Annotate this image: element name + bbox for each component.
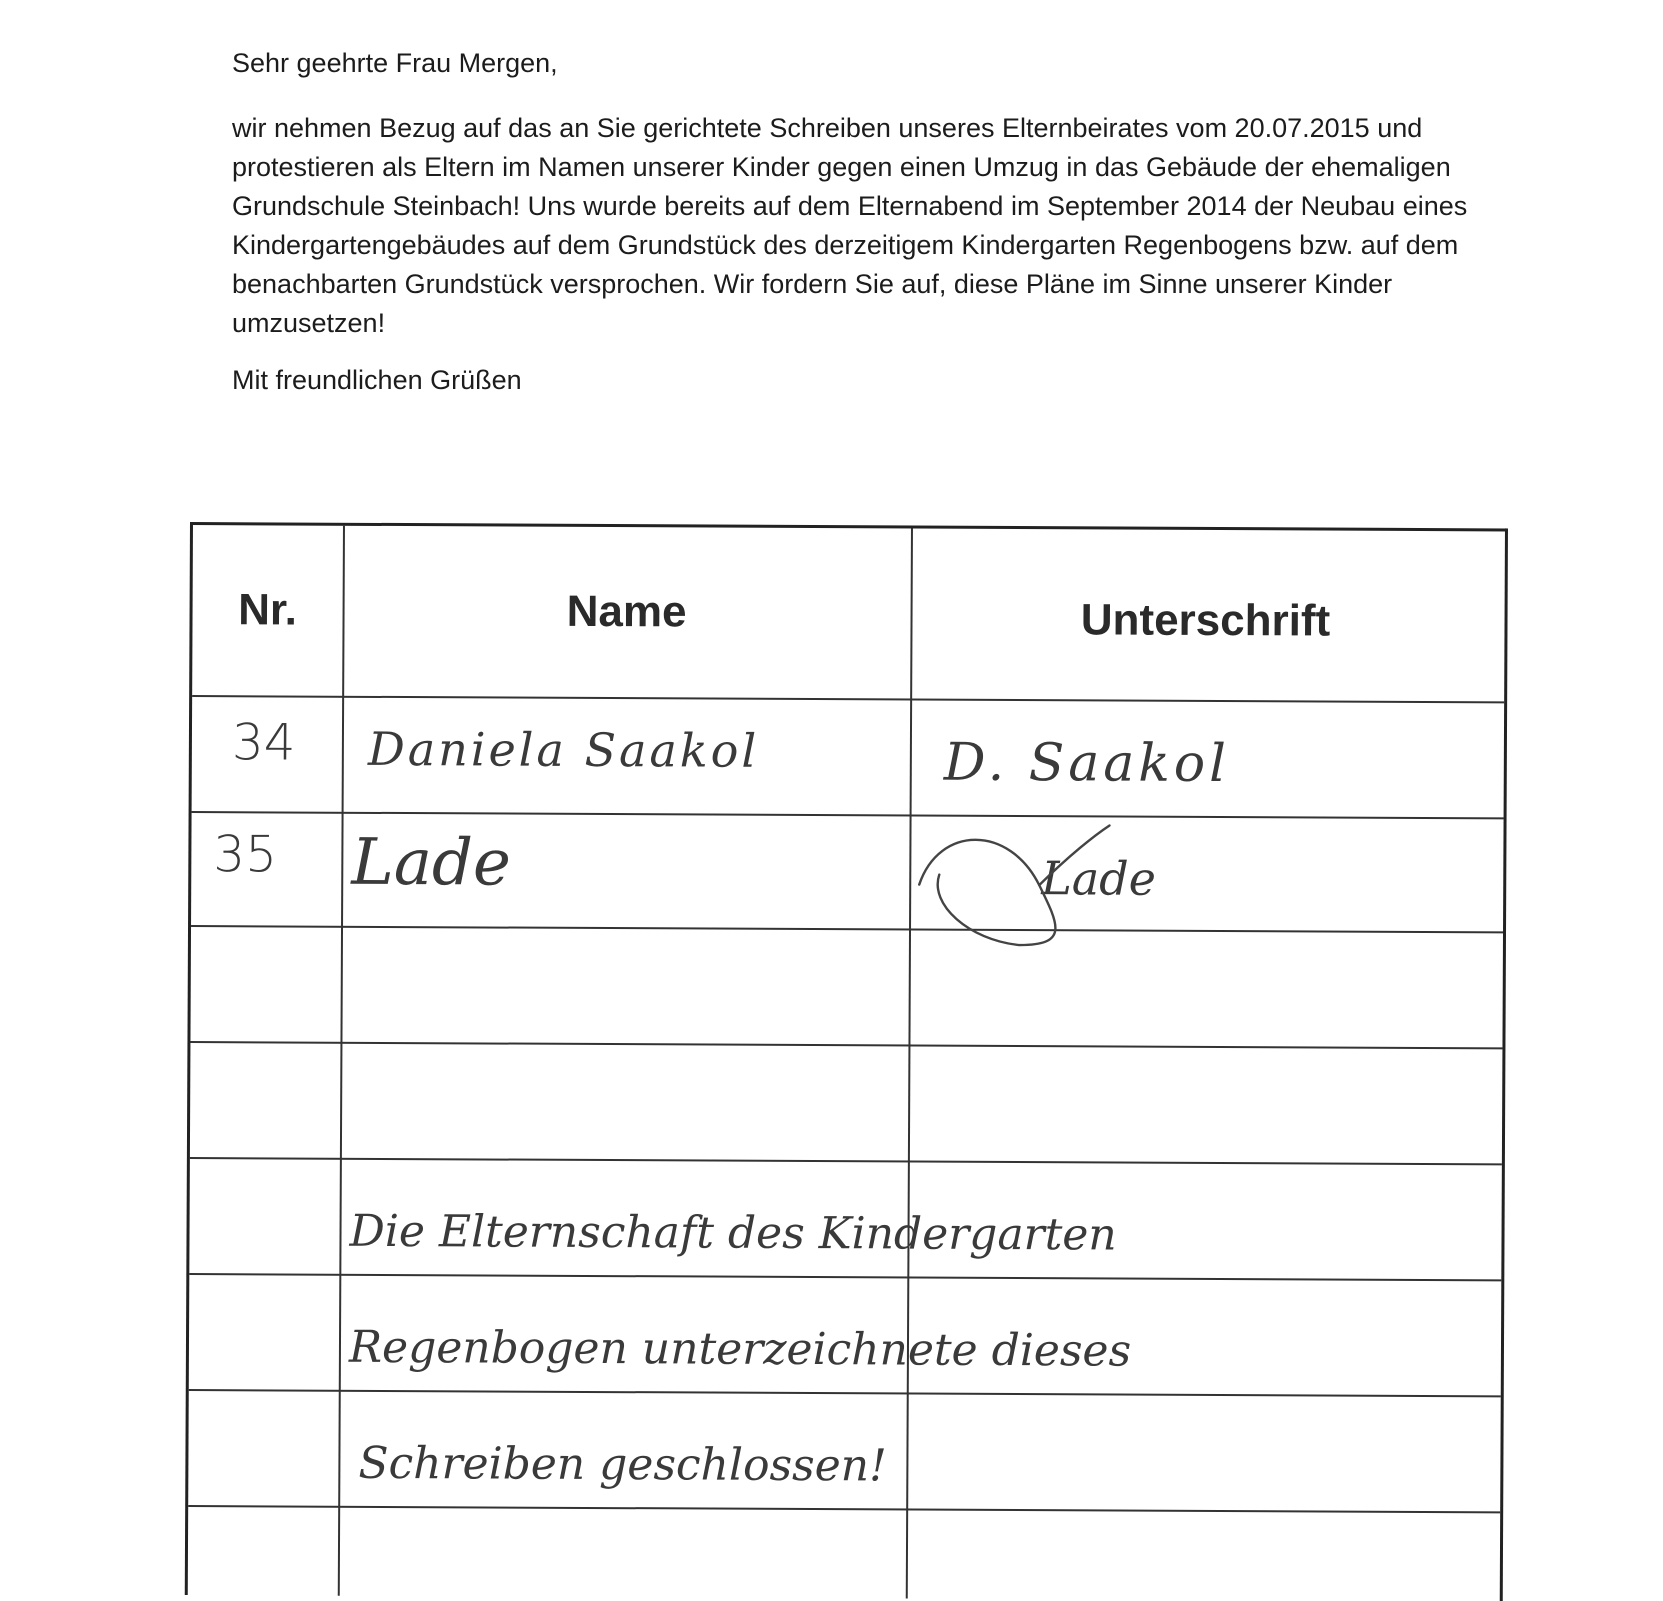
letter-body: wir nehmen Bezug auf das an Sie gerichtete Schreiben unseres Elternbeirates vom 20.07.2015 und protestieren als Eltern im Namen unserer Kinder gegen einen Umzug in das Gebäude der ehemaligen Grundschule Steinbach! Uns wurde bereits auf dem Elternabend im September 2014 der Neubau eines Kindergartengebäudes auf dem Grundstück des derzeitigem Kindergarten Regenbogens bzw. auf dem benachbarten Grundstück versprochen. Wir fordern Sie auf, diese Pläne im Sinne unserer Kinder umzusetzen! xyxy=(232,113,1468,338)
salutation: Sehr geehrte Frau Mergen, xyxy=(232,48,558,78)
row-number: 34 xyxy=(231,713,296,772)
column-divider xyxy=(906,529,913,1599)
header-nr: Nr. xyxy=(238,585,298,635)
row-line xyxy=(190,1157,1502,1165)
row-line xyxy=(192,695,1504,703)
row-line xyxy=(189,1273,1501,1281)
handwritten-note-line: Regenbogen unterzeichnete dieses xyxy=(348,1321,1132,1377)
handwritten-name: Daniela Saakol xyxy=(367,721,760,778)
row-line xyxy=(191,925,1503,933)
header-name: Name xyxy=(566,586,687,637)
signature-table xyxy=(185,522,1508,1601)
letter xyxy=(232,48,1502,396)
header-signature: Unterschrift xyxy=(1080,595,1331,646)
row-line xyxy=(188,1505,1500,1513)
handwritten-note-line: Die Elternschaft des Kindergarten xyxy=(349,1205,1117,1261)
row-line xyxy=(189,1389,1501,1397)
row-line xyxy=(190,1041,1502,1049)
row-number: 35 xyxy=(213,825,278,884)
handwritten-signature: D. Saakol xyxy=(943,732,1230,795)
column-divider xyxy=(338,526,345,1596)
handwritten-signature: Lade xyxy=(1041,851,1157,906)
handwritten-note-line: Schreiben geschlossen! xyxy=(358,1437,887,1492)
closing: Mit freundlichen Grüßen xyxy=(232,365,522,395)
signature-flourish-icon xyxy=(909,815,1230,957)
row-line xyxy=(192,811,1504,819)
handwritten-name: Lade xyxy=(351,825,512,901)
